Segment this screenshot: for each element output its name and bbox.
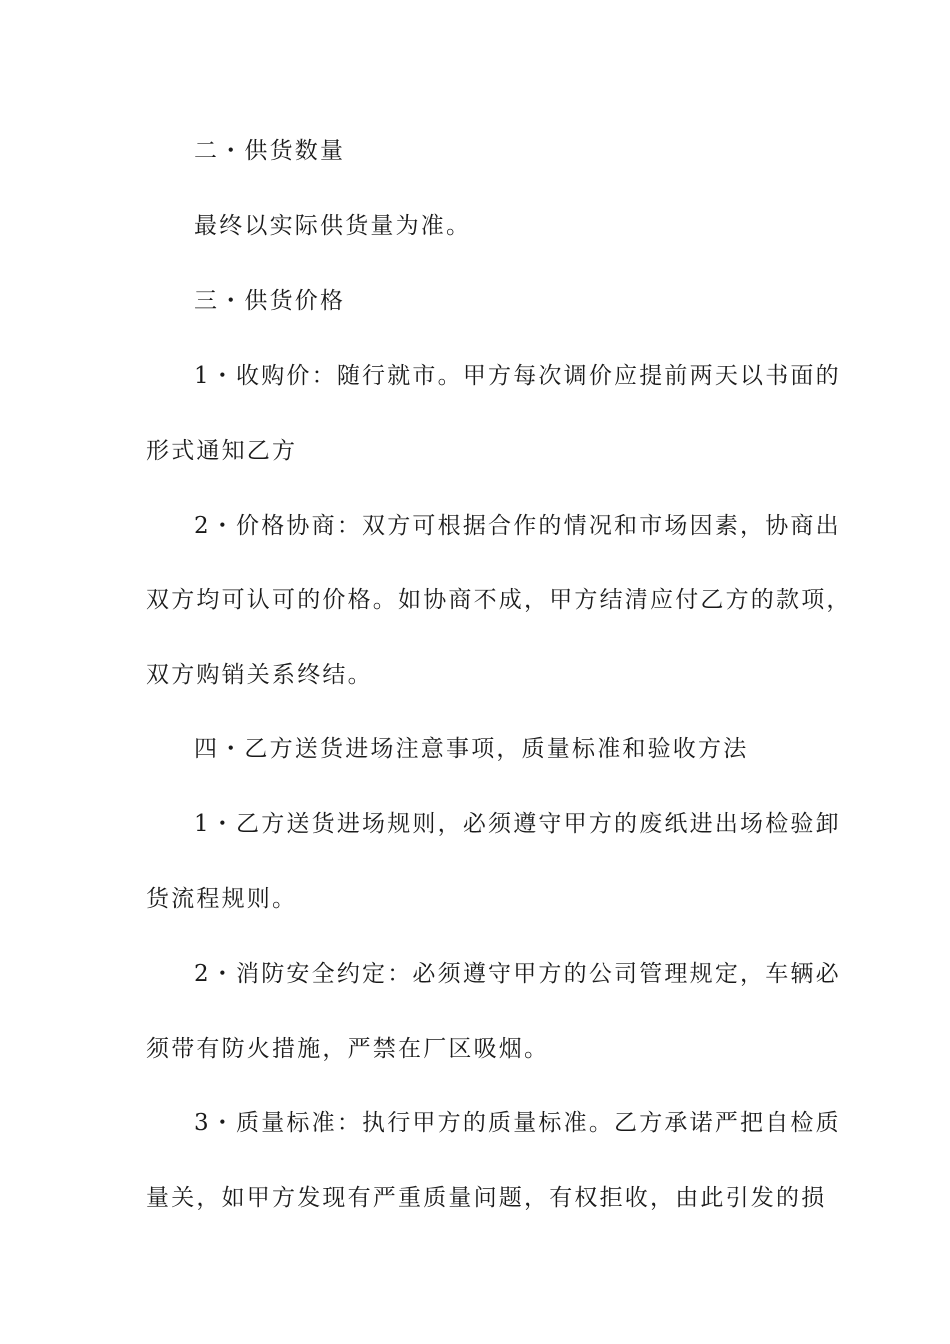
- paragraph-line: 量关，如甲方发现有严重质量问题，有权拒收，由此引发的损: [146, 1185, 827, 1211]
- paragraph-line: 双方均可认可的价格。如协商不成，甲方结清应付乙方的款项，: [146, 587, 852, 613]
- paragraph-line: 3・质量标准：执行甲方的质量标准。乙方承诺严把自检质: [194, 1110, 841, 1136]
- paragraph-line: 最终以实际供货量为准。: [194, 213, 472, 239]
- paragraph-line: 须带有防火措施，严禁在厂区吸烟。: [146, 1036, 550, 1062]
- paragraph-line: 形式通知乙方: [146, 438, 298, 464]
- paragraph-line: 1・收购价：随行就市。甲方每次调价应提前两天以书面的: [194, 363, 841, 389]
- section-heading-supply-quantity: 二・供货数量: [194, 138, 346, 164]
- paragraph-line: 双方购销关系终结。: [146, 662, 373, 688]
- section-heading-supply-price: 三・供货价格: [194, 288, 346, 314]
- paragraph-line: 2・价格协商：双方可根据合作的情况和市场因素，协商出: [194, 513, 841, 539]
- paragraph-line: 2・消防安全约定：必须遵守甲方的公司管理规定，车辆必: [194, 961, 841, 987]
- section-heading-delivery-rules: 四・乙方送货进场注意事项，质量标准和验收方法: [194, 736, 749, 762]
- paragraph-line: 货流程规则。: [146, 886, 298, 912]
- paragraph-line: 1・乙方送货进场规则，必须遵守甲方的废纸进出场检验卸: [194, 811, 841, 837]
